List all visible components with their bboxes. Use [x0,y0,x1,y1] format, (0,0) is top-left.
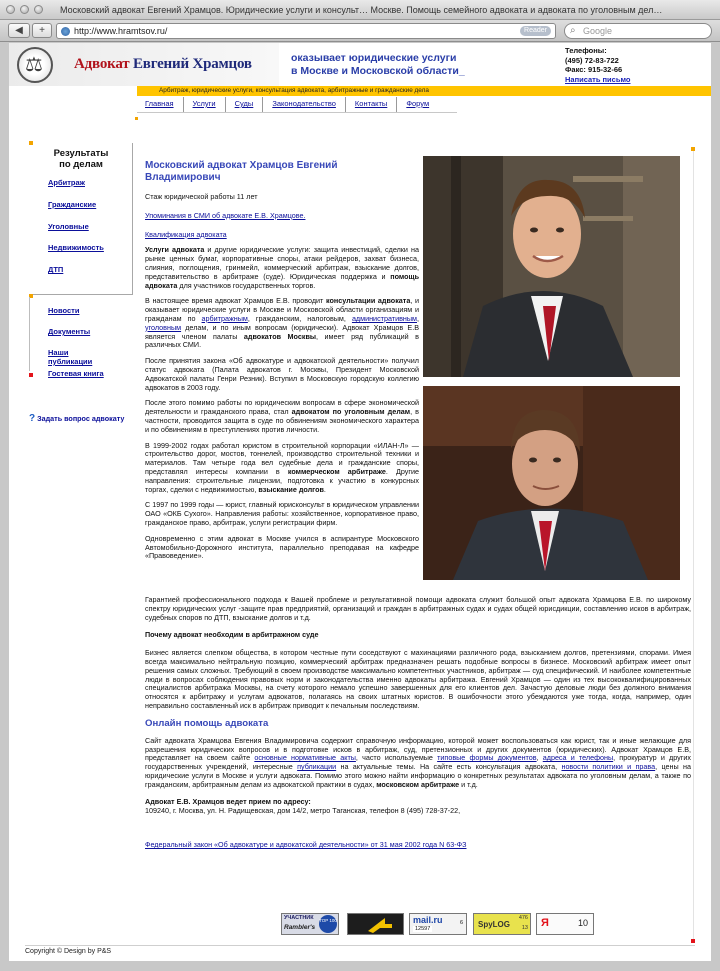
criminal-link[interactable]: уголовным [145,322,182,332]
close-window-icon[interactable] [6,5,15,14]
p2-bold-1: консультации адвоката [326,296,411,306]
paragraph-madi: Одновременно с этим адвокат в Москве учился в аспирантуре Московского Автомобильно-Дорожного института, параллельно преподавая на кафедре «Правоведение». [145,533,419,561]
qualification-link[interactable]: Квалификация адвоката [145,229,227,239]
experience-text: Стаж юридической работы 11 лет [145,192,258,201]
p5-bold-1: коммерческом арбитраже [287,466,386,476]
rambler-counter[interactable] [281,913,339,935]
yandex-counter[interactable] [536,913,594,935]
menu-item-courts[interactable]: Суды [225,97,263,112]
p10-bold-1: московском арбитраже [376,779,460,789]
paragraph-consultations [145,297,419,350]
url-text[interactable]: http://www.hramtsov.ru/ [74,26,168,36]
photo-2-image [423,386,680,580]
mailru-logo: mail.ru [413,915,443,925]
ask-question-label: Задать вопрос адвокату [37,414,125,423]
plus-icon: + [39,25,45,36]
rambler-badge-icon: TOP 100 [319,915,337,933]
standard-forms-link[interactable]: типовые формы документов [437,753,537,763]
add-bookmark-button[interactable] [32,23,52,38]
sidebar-rule [29,297,30,371]
p1-text-1: и другие юридические услуги: защита инвестиций, сделки на рынке ценных бумаг, корпоративные споры, атаки рейдеров, захват бизнеса, слияния, поглощения, гринмейл, коммерческий арбитраж, взыскание долгов, представительство в арбитраже (суде). Юридическая поддержка и [145,245,419,281]
spylog-number-1: 476 [518,915,528,921]
question-icon: ? [29,413,36,424]
paragraph-site [145,737,691,790]
slogan-line-1: оказывает юридические услуги [291,52,457,64]
spylog-number-2: 13 [521,925,528,931]
search-placeholder: Google [583,26,613,36]
spylog-logo: SpyLOG [478,920,511,929]
p1-text-2: для участников государственных торгов. [177,280,316,290]
corner-marker [135,117,138,120]
menu-item-services[interactable]: Услуги [183,97,225,112]
p10-text-4: , прокуратур и других государственных учреждений, интересные [145,753,691,772]
p2-text-4: , [417,313,419,323]
lawyer-photo-2 [423,386,680,580]
p1-bold-2: помощь адвоката [145,271,419,290]
logo-name: Евгений Храмцов [132,56,252,72]
p2-text-3: , гражданским, налоговым, [247,313,352,323]
page-title-line-2: Владимирович [145,172,221,183]
p10-text-1: Сайт адвоката Храмцова Евгения Владимировича содержит справочную информацию, которой может воспользоваться как юрист, так и иные желающие для разрешения юридических вопросов и в подготовке исков в арбитраж, суд, претензионных и других документов (юридических). Адвокат Храмцов Е.В, представляет на своем сайте [145,735,691,763]
yandex-number: 10 [577,918,588,928]
red-marker [29,373,33,377]
phone-number: (495) 72-83-722 [565,55,619,65]
p5-text-2: . Другие направления: строительные лицензии, подготовка к участию в конкурсных торгах, сделки с недвижимостью, [145,466,420,494]
federal-law-link[interactable]: Федеральный закон «Об адвокатуре и адвокатской деятельности» от 31 мая 2002 года N 63-ФЗ [145,840,467,850]
logo-word-advocate: Адвокат [74,56,130,72]
site-logo[interactable] [74,56,252,73]
p10-text-3: , [536,753,543,763]
online-help-title: Онлайн помощь адвоката [145,717,269,729]
search-icon: ⌕ [570,25,576,36]
web-page [9,43,711,961]
header-slogan [291,52,465,78]
footer-copyright: Copyright © Design by P&S [25,948,112,955]
p4-text-1: После этого помимо работы по юридическим вопросам в сфере экономической деятельности и гражданского права, стал [145,398,419,417]
lawyer-photo-1 [423,156,680,377]
site-header [9,43,711,86]
minimize-window-icon[interactable] [20,5,29,14]
page-title [145,160,419,184]
p10-text-6: , цены на юридические услуги в Москве и услуги адвоката. Помимо этого можно найти информацию о конкретных результатах адвоката по уголовным делам, а также по гражданским, арбитражным делам из адвокатской практики в судах, [145,762,691,789]
rambler-bottom-text: Rambler's [284,924,316,931]
phones-label: Телефоны: [565,46,607,55]
p2-text-5: делам, и по иным вопросам (юридически). Адвокат Храмцов Е.В является членом палаты [145,322,419,341]
normative-acts-link[interactable]: основные нормативные акты [254,753,356,763]
p2-text-2: , и оказывает юридические услуги в Москве и Московской области организациям и гражданам по [145,296,419,323]
slogan-line-2: в Москве и Московской области_ [291,65,465,77]
ask-question-link[interactable] [29,413,124,424]
topbar-keywords: Арбитраж, юридические услуги, консультация адвоката, арбитражные и гражданские дела [159,87,429,94]
page-title-line-1: Московский адвокат Храмцов Евгений [145,160,338,171]
reception-title: Адвокат Е.В. Храмцов ведет прием по адресу: [145,796,311,806]
mailru-number: 12597 [415,926,431,932]
p5-text-1: В 1999-2002 годах работал юристом в строительной корпорации «ИЛАН-Л» — строительство дорог, мостов, тоннелей, производство строительной техники и материалов. Там четыре года вел судебные дела и гражданские споры, представлял интересы компании в [145,440,419,476]
menu-item-legislation[interactable]: Законодательство [262,97,345,112]
results-title [39,148,123,170]
p10-text-7: и т.д. [459,779,478,789]
rambler-top-text: УЧАСТНИК [284,915,314,921]
results-title-line-1: Результаты [53,148,109,159]
sidebar-link-arbitration[interactable]: Арбитраж [48,178,85,187]
window-title: Московский адвокат Евгений Храмцов. Юридические услуги и консульт… Москве. Помощь семейного адвоката и адвоката по уголовным дел… [60,5,663,15]
right-rule [693,151,694,941]
arbitration-link[interactable]: арбитражным [201,313,248,323]
zoom-window-icon[interactable] [34,5,43,14]
publications-line-1: Наши [48,348,69,357]
reception-address: 109240, г. Москва, ул. Н. Радищевская, дом 14/2, метро Таганская, телефон 8 (495) 728-37-22, [145,806,461,816]
favicon-icon [61,27,70,36]
paragraph-criminal [145,399,419,434]
publications-line-2: публикации [48,357,93,366]
politics-news-link[interactable]: новости политики и права [561,762,656,772]
main-menu [137,97,438,112]
paragraph-guarantee: Гарантией профессионального подхода к Вашей проблеме и результативной помощи адвоката служит большой опыт адвоката Храмцова Е.В. по широкому спектру юридических услуг -защите прав предприятий, организаций и граждан в арбитражных судах и судах общей юрисдикции, составлению исков в арбитраж, судебных споров по ДТП, взыскание долгов и т.д. [145,595,691,622]
search-field[interactable] [564,23,712,39]
main-content [145,160,419,561]
window-titlebar [0,0,720,20]
red-marker [691,939,695,943]
menu-item-home[interactable]: Главная [145,99,174,108]
mailru-counter[interactable] [409,913,467,935]
p5-bold-2: взыскание долгов [258,484,324,494]
results-title-line-2: по делам [59,159,103,170]
address-bar[interactable] [56,23,556,39]
sidebar-link-documents[interactable]: Документы [48,327,91,336]
p10-text-5: на актуальные темы. На сайте есть консультация адвоката, [336,762,562,772]
sidebar-link-traffic[interactable]: ДТП [48,265,64,274]
sidebar-link-news[interactable]: Новости [48,306,80,315]
p2-bold-2: адвокатов Москвы [243,331,316,341]
paragraph-sukhoi: С 1997 по 1999 годы — юрист, главный юрисконсульт в юридическом управлении ОАО «ОКБ Сухого». Направления работы: хозяйственное, корпоративное право, гражданское право, арбитраж, услуги регистрации фирм. [145,500,419,527]
yandex-logo: Я [541,917,549,929]
sidebar-link-criminal[interactable]: Уголовные [48,222,89,231]
why-title: Почему адвокат необходим в арбитражном суде [145,630,319,640]
sidebar-link-realty[interactable]: Недвижимость [48,243,104,252]
menu-divider [137,112,457,113]
back-button[interactable] [8,23,30,38]
paragraph-ilan [145,442,419,495]
paragraph-law: После принятия закона «Об адвокатуре и адвокатской деятельности» получил статус адвоката (Палата адвокатов г. Москвы, Президент Московской Адвокатской палаты Генри Резник). Вступил в Московскую городскую коллегию адвокатов в 2003 году. [145,356,419,392]
browser-toolbar [0,20,720,42]
spylog-counter[interactable] [473,913,531,935]
header-contacts [565,46,630,84]
menu-item-contacts[interactable]: Контакты [345,97,396,112]
p5-text-3: . [323,484,326,494]
sidebar-link-publications[interactable] [48,348,92,366]
wide-content [145,596,691,850]
addresses-link[interactable]: адреса и телефоны [542,753,614,763]
paragraph-services [145,246,419,290]
write-letter-link[interactable]: Написать письмо [565,74,631,84]
footer-divider [25,945,695,946]
p10-text-2: , часто используемые [355,753,438,763]
sidebar-link-guestbook[interactable]: Гостевая книга [48,369,104,378]
fax-number: Факс: 915-32-66 [565,65,623,74]
smi-link[interactable]: Упоминания в СМИ об адвокате Е.В. Храмцове. [145,210,306,220]
menu-item-forum[interactable]: Форум [396,97,438,112]
p2-text-1: В настоящее время адвокат Храмцов Е.В. проводит [145,296,327,306]
publications-link[interactable]: публикации [297,762,337,772]
administrative-link[interactable]: административным [351,313,417,323]
arrow-logo-icon [348,914,405,936]
photo-1-image [423,156,680,377]
p4-text-2: , в частности, проводится защита в суде по обвинениям экономического характера и по обвинениям в преступлениях против личности. [145,407,419,434]
scales-emblem-icon: ⚖ [17,47,53,83]
mailru-side-number: 6 [459,920,463,926]
p1-bold-1: Услуги адвоката [145,245,205,255]
paragraph-business: Бизнес является слепком общества, в котором честные пути соседствуют с махинациями различного рода, взысканием долгов, претензиями, спорами. Имея всегда максимально нейтральную позицию, коммерческий арбитраж предназначен решать подобные вопросы в бизнесе. Московский арбитраж имеет опыт решения самых сложных. Требующий в своем производстве максимально компетентных участников, арбитраж — суд специфический. И наиболее компетентные люди в вопросах соблюдения правовых норм и законодательства именно адвокаты арбитража. Евгений Храмцов — один из тех высококвалифицированных специалистов арбитража Москвы, на счету которого немало успешно завершенных для его клиентов дел. Зачастую деловые люди без должного внимания относятся к арбитражу и услугам адвокатов, полагаясь на своих штатных юристов. В ошибочности этого убеждаются уже тогда, когда, например, один неправильно составленный иск в арбитраж приводит к печальным последствиям. [145,648,691,710]
reader-button[interactable]: Reader [520,26,551,36]
back-arrow-icon: ◀ [15,25,23,36]
arrow-counter[interactable] [347,913,404,935]
sidebar-link-civil[interactable]: Гражданские [48,200,97,209]
p2-text-6: , имеет ряд публикаций в различных СМИ. [145,331,419,350]
p4-bold-1: адвокатом по уголовным делам [291,407,411,417]
